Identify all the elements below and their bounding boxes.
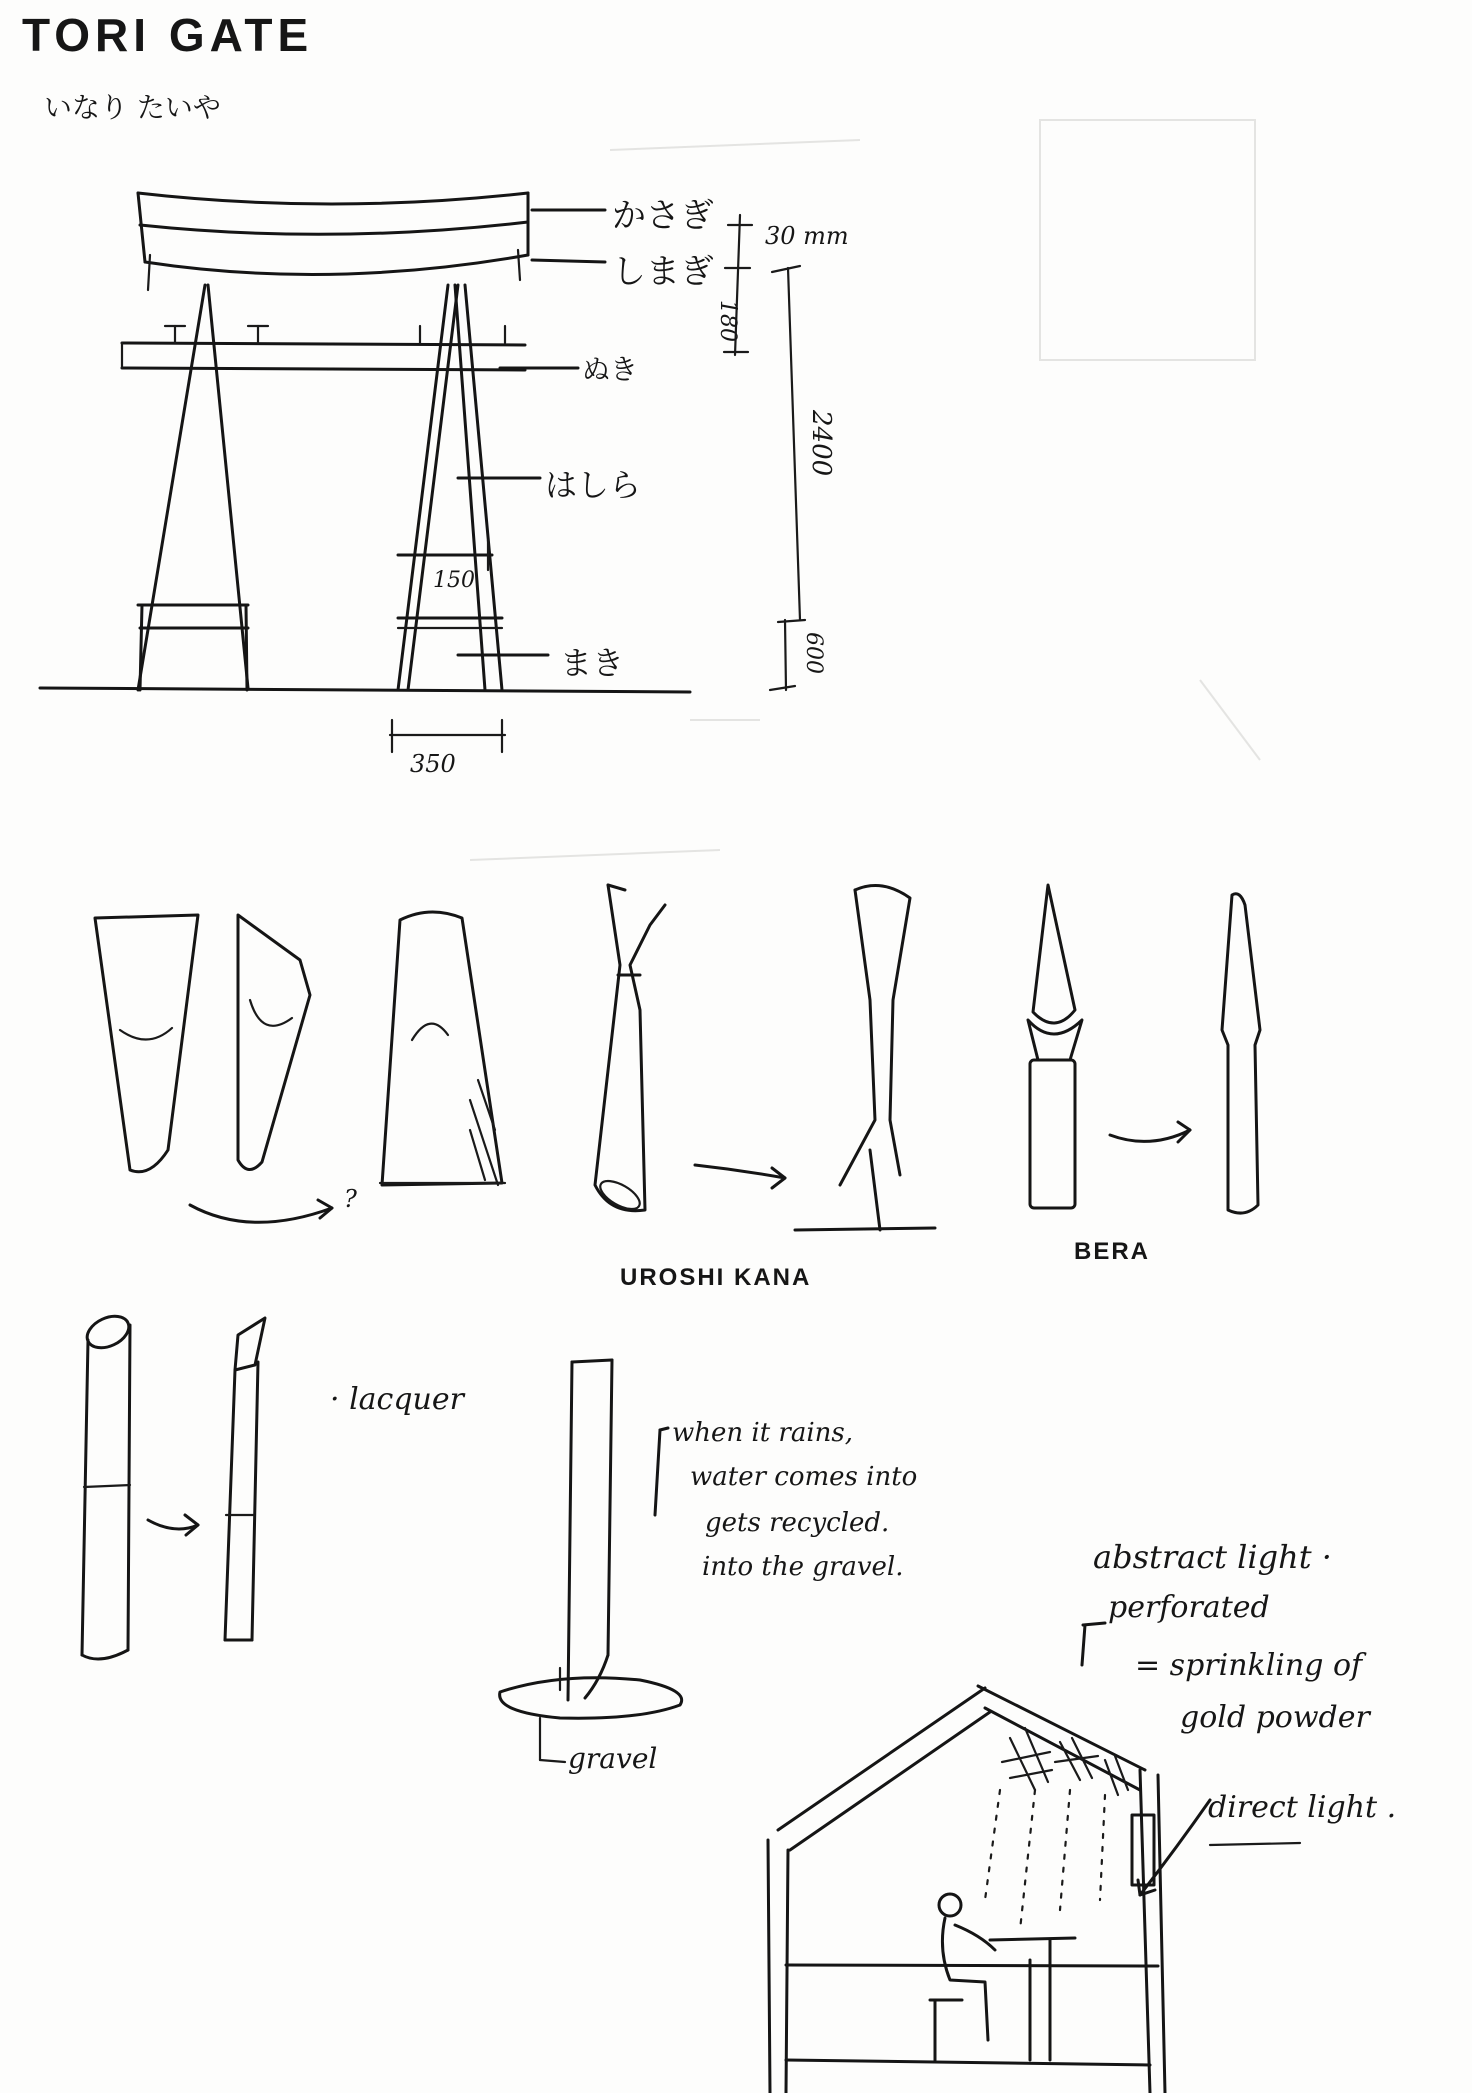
direct-light-label: direct light .	[1208, 1790, 1397, 1825]
abstract-light-label: abstract light ·	[1093, 1538, 1332, 1576]
rain-note-line-4: into the gravel.	[702, 1552, 904, 1582]
label-kamaki: まき	[560, 644, 625, 682]
page-subtitle: いなり たいや	[44, 91, 221, 124]
dim-base-height: 600	[801, 632, 826, 674]
uroshi-kana-label: UROSHI KANA	[620, 1264, 812, 1291]
label-hashira: はしら	[545, 466, 642, 504]
dim-lintel-gap: 180	[715, 300, 740, 342]
label-kasagi: かさぎ	[612, 196, 714, 236]
rain-note-line-2: water comes into	[690, 1462, 918, 1492]
label-shimaki: しまぎ	[612, 252, 714, 292]
gravel-label: gravel	[568, 1742, 658, 1775]
lacquer-note: · lacquer	[330, 1382, 464, 1417]
page-title: TORI GATE	[22, 9, 314, 61]
arrow-note: ?	[344, 1185, 357, 1213]
rain-note-line-1: when it rains,	[672, 1418, 854, 1448]
dim-post-height: 2400	[806, 410, 836, 477]
dim-post-width: 150	[433, 568, 475, 593]
dim-top-thickness: 30 mm	[765, 222, 849, 250]
dim-spacing: 350	[410, 750, 456, 778]
sprinkling-label: = sprinkling of	[1135, 1648, 1363, 1683]
gold-powder-label: gold powder	[1180, 1700, 1370, 1735]
bera-label: BERA	[1074, 1238, 1151, 1265]
perforated-label: perforated	[1108, 1590, 1270, 1625]
rain-note-line-3: gets recycled.	[705, 1508, 890, 1538]
label-nuki: ぬき	[582, 353, 639, 386]
